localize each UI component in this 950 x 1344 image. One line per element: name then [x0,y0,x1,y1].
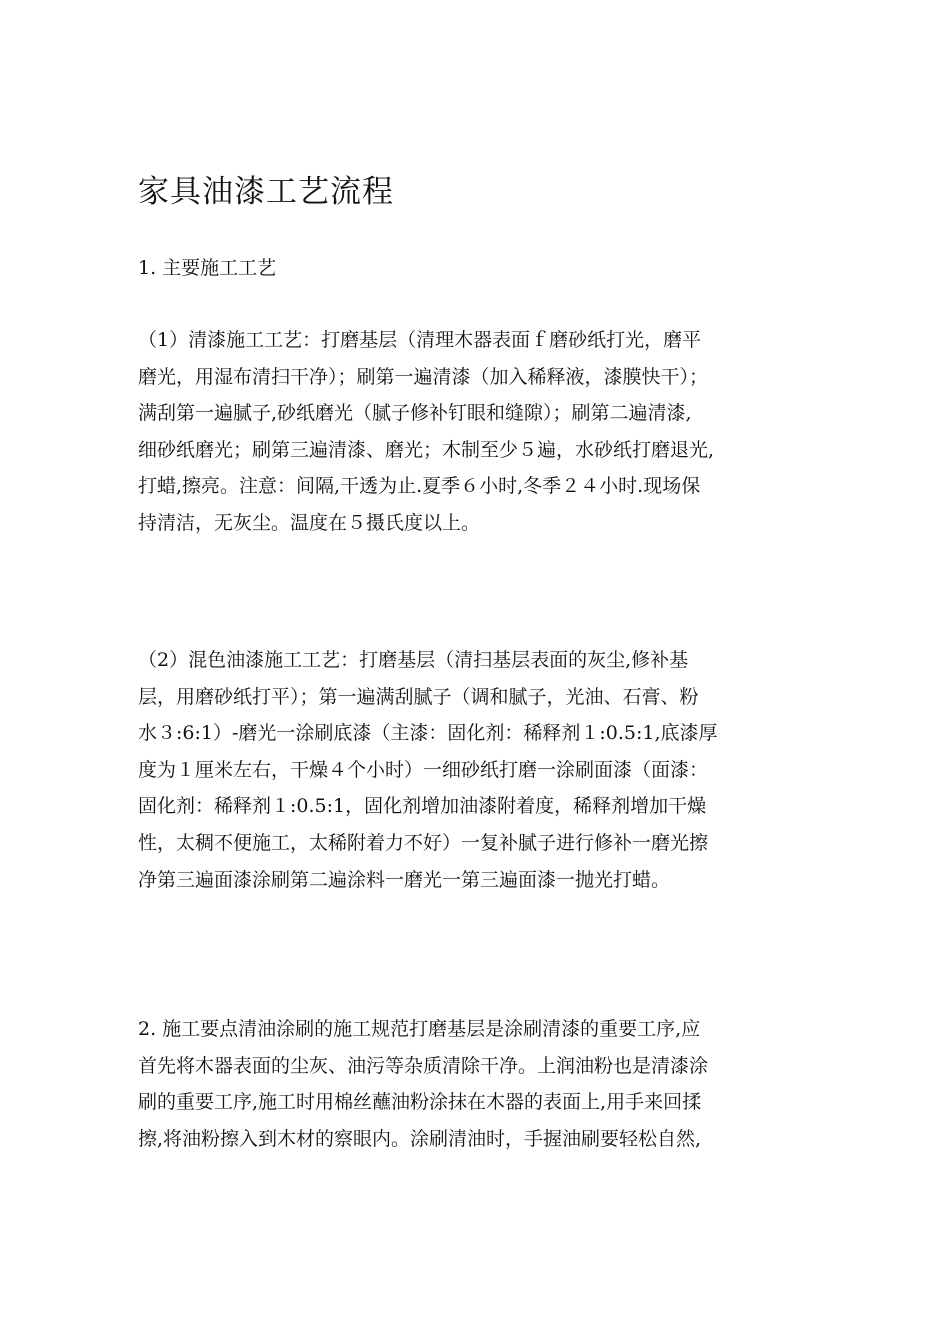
paragraph-line: 层，用磨砂纸打平）；第一遍满刮腻子（调和腻子，光油、石膏、粉 [138,685,699,708]
paragraph-construction-points [138,1011,828,1157]
paragraph-line: 满刮第一遍腻子,砂纸磨光（腻子修补钉眼和缝隙）；刷第二遍清漆, [138,402,692,425]
paragraph-line: 首先将木器表面的尘灰、油污等杂质清除干净。上润油粉也是清漆涂 [138,1054,709,1077]
paragraph-line: （2）混色油漆施工工艺：打磨基层（清扫基层表面的灰尘,修补基 [138,649,689,671]
paragraph-line: 度为１厘米左右，干燥４个小时）一细砂纸打磨一涂刷面漆（面漆： [138,758,709,781]
paragraph-line: 刷的重要工序,施工时用棉丝蘸油粉涂抹在木器的表面上,用手来回揉 [138,1091,702,1114]
paragraph-line: 细砂纸磨光；刷第三遍清漆、磨光；木制至少５遍，水砂纸打磨退光, [138,438,715,461]
paragraph-line: 磨光，用湿布清扫干净）；刷第一遍清漆（加入稀释液，漆膜快干）； [138,365,709,388]
paragraph-line: 2. 施工要点清油涂刷的施工规范打磨基层是涂刷清漆的重要工序,应 [138,1018,701,1040]
paragraph-mixed-paint-process [138,642,828,898]
paragraph-line: 打蜡,擦亮。注意：间隔,干透为止.夏季６小时,冬季２４小时.现场保 [138,475,701,498]
paragraph-line: 擦,将油粉擦入到木材的察眼内。涂刷清油时，手握油刷要轻松自然, [138,1127,702,1150]
paragraph-line: 性，太稠不便施工，太稀附着力不好）一复补腻子进行修补一磨光擦 [138,831,709,854]
paragraph-line: 持清洁，无灰尘。温度在５摄氏度以上。 [138,511,481,534]
paragraph-line: 水３:6:1）-磨光一涂刷底漆（主漆：固化剂：稀释剂１:0.5:1,底漆厚 [138,722,718,745]
paragraph-line: （1）清漆施工工艺：打磨基层（清理木器表面ｆ磨砂纸打光，磨平 [138,329,702,351]
paragraph-line: 净第三遍面漆涂刷第二遍涂料一磨光一第三遍面漆一抛光打蜡。 [138,868,671,891]
document-title: 家具油漆工艺流程 [138,174,394,210]
paragraph-line: 固化剂：稀释剂１:0.5:1，固化剂增加油漆附着度，稀释剂增加干燥 [138,795,707,818]
section-heading-main-process: 1. 主要施工工艺 [138,257,277,279]
paragraph-clear-lacquer-process [138,322,828,542]
